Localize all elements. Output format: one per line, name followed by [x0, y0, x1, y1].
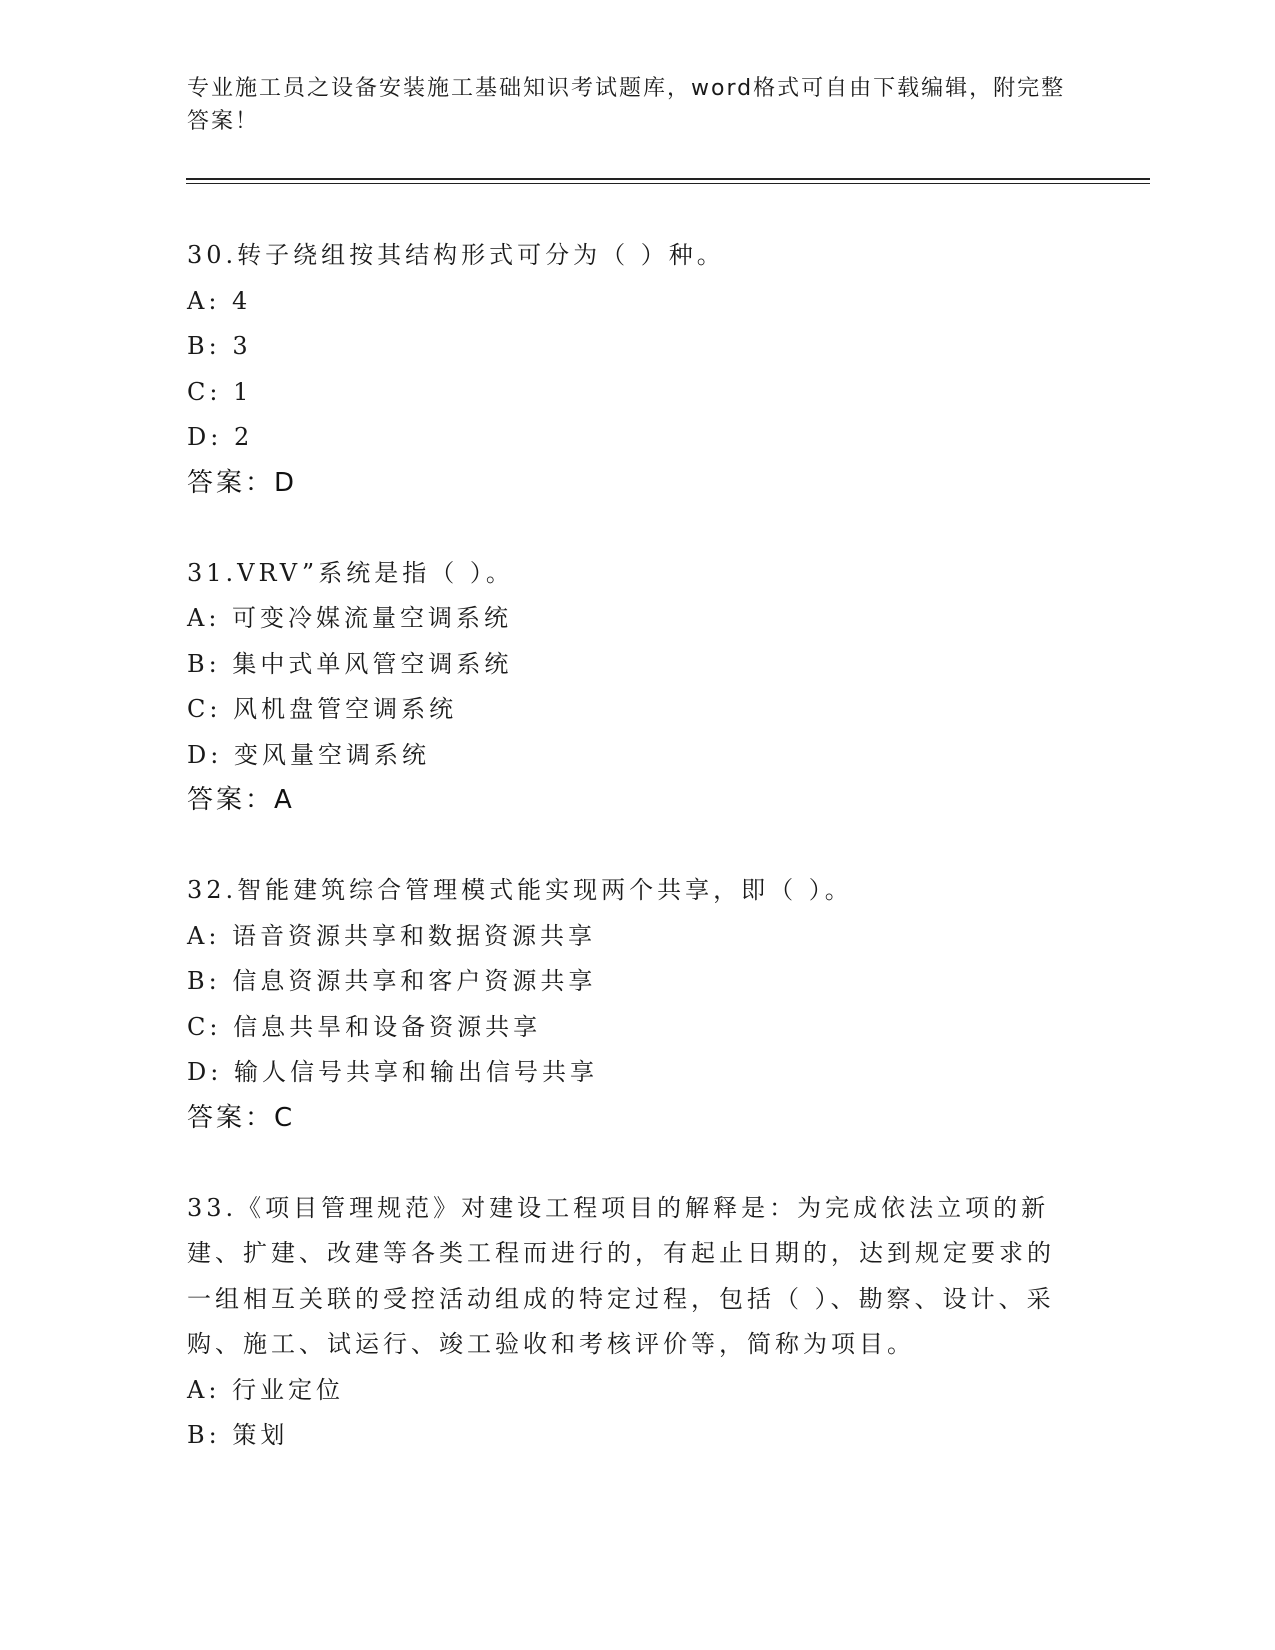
- option-c: C: 风机盘管空调系统: [187, 695, 458, 723]
- answer-value: C: [274, 1102, 293, 1133]
- answer-line: [187, 778, 1087, 823]
- option-b: B: 集中式单风管空调系统: [187, 649, 513, 678]
- answer-line: [187, 461, 1087, 506]
- answer-label: 答案：: [187, 1102, 275, 1133]
- question-list: [187, 233, 1087, 1504]
- question-30: [187, 233, 1087, 506]
- question-stem: 33.《项目管理规范》对建设工程项目的解释是：为完成依法立项的新建、扩建、改建等各类工程而进行的，有起止日期的，达到规定要求的一组相互关联的受控活动组成的特定过程，包括（ ）、勘察、设计、采购、施工、试运行、竣工验收和考核评价等，简称为项目。: [187, 1193, 1055, 1358]
- option-d: D: 输人信号共享和输出信号共享: [187, 1058, 598, 1086]
- question-stem: 31.VRV”系统是指（ ）。: [187, 558, 514, 587]
- option-a: A: 行业定位: [187, 1375, 345, 1404]
- answer-line: [187, 1096, 1087, 1141]
- header-text: 专业施工员之设备安装施工基础知识考试题库，word格式可自由下载编辑，附完整答案！: [187, 76, 1066, 134]
- option-b: B: 信息资源共享和客户资源共享: [187, 967, 597, 995]
- option-a: A: 语音资源共享和数据资源共享: [187, 921, 597, 950]
- question-33: [187, 1186, 1087, 1459]
- document-header: [187, 72, 1067, 138]
- option-d: D: 变风量空调系统: [187, 740, 430, 769]
- answer-value: D: [274, 467, 295, 498]
- header-divider-bottom: [186, 183, 1150, 184]
- option-a: A: 4: [187, 286, 252, 315]
- option-d: D: 2: [187, 423, 254, 451]
- option-a: A: 可变冷媒流量空调系统: [187, 604, 513, 632]
- answer-value: A: [274, 785, 292, 815]
- option-b: B: 策划: [187, 1421, 289, 1449]
- question-stem: 30.转子绕组按其结构形式可分为（ ）种。: [187, 241, 725, 269]
- answer-label: 答案：: [187, 785, 275, 815]
- question-32: [187, 868, 1087, 1141]
- option-c: C: 1: [187, 377, 253, 406]
- option-b: B: 3: [187, 332, 252, 360]
- header-divider-top: [186, 178, 1150, 180]
- option-c: C: 信息共旱和设备资源共享: [187, 1012, 542, 1041]
- answer-label: 答案：: [187, 467, 275, 498]
- question-31: [187, 551, 1087, 824]
- question-stem: 32.智能建筑综合管理模式能实现两个共享，即（ ）。: [187, 876, 853, 904]
